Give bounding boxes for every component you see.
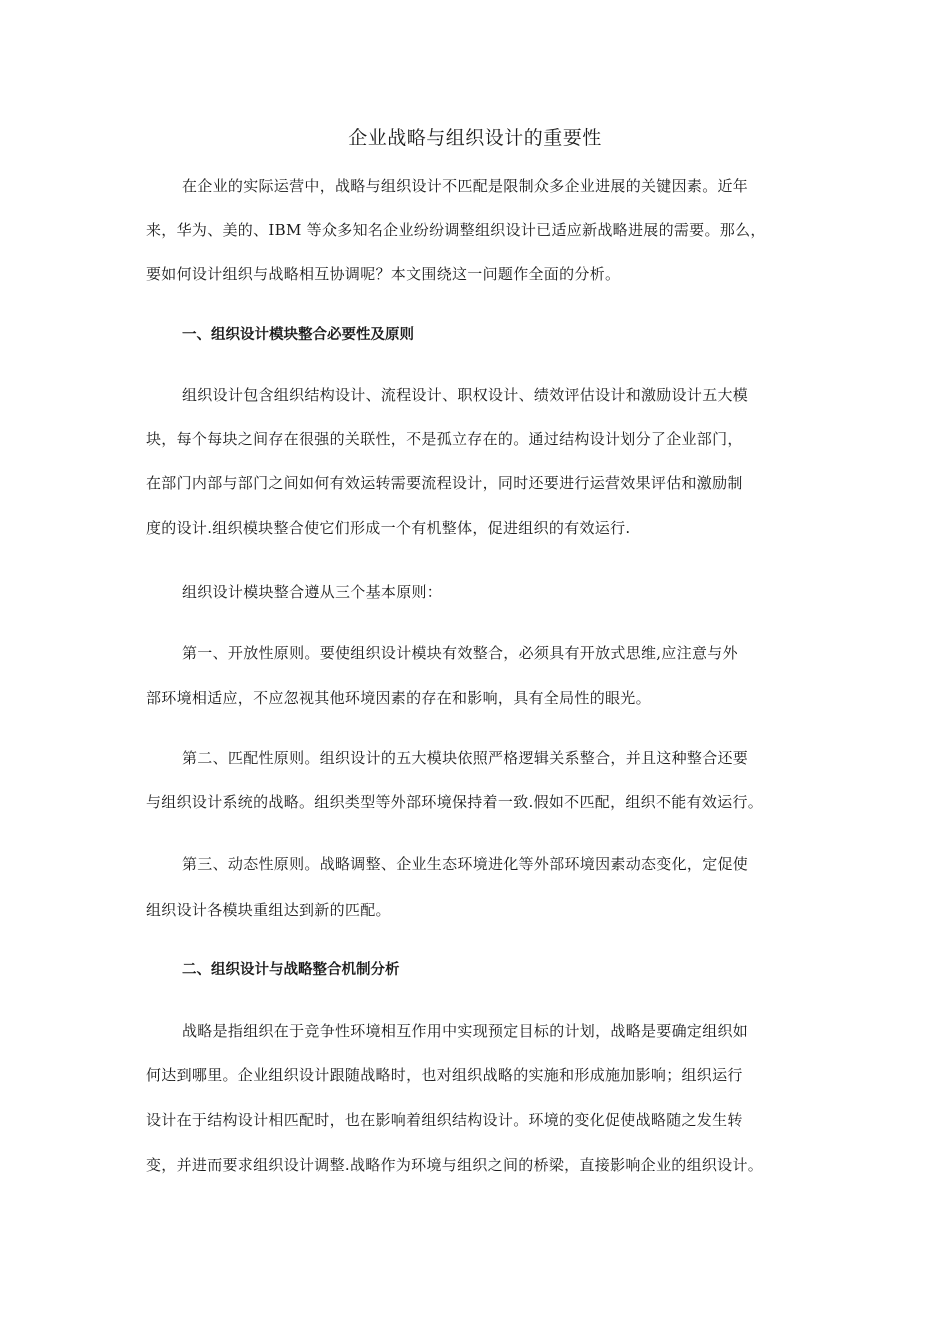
s2-p1-line-2: 何达到哪里。企业组织设计跟随战略时，也对组织战略的实施和形成施加影响；组织运行 <box>146 1066 743 1084</box>
s1-p1-line-4: 度的设计.组织模块整合使它们形成一个有机整体，促进组织的有效运行. <box>146 519 631 537</box>
s1-p3-line-1: 第一、开放性原则。要使组织设计模块有效整合，必须具有开放式思维,应注意与外 <box>182 644 738 662</box>
section2-heading: 二、组织设计与战略整合机制分析 <box>182 962 400 978</box>
s1-p5-line-1: 第三、动态性原则。战略调整、企业生态环境进化等外部环境因素动态变化，定促使 <box>182 855 749 873</box>
intro-line-2: 来，华为、美的、IBM 等众多知名企业纷纷调整组织设计已适应新战略进展的需要。那么， <box>146 221 766 239</box>
s1-p5-line-2: 组织设计各模块重组达到新的匹配。 <box>146 901 391 919</box>
intro-line-3: 要如何设计组织与战略相互协调呢？本文围绕这一问题作全面的分析。 <box>146 265 621 283</box>
s2-p1-line-1: 战略是指组织在于竞争性环境相互作用中实现预定目标的计划，战略是要确定组织如 <box>182 1022 749 1040</box>
s1-p1-line-3: 在部门内部与部门之间如何有效运转需要流程设计，同时还要进行运营效果评估和激励制 <box>146 474 743 492</box>
intro-line-1: 在企业的实际运营中，战略与组织设计不匹配是限制众多企业进展的关键因素。近年 <box>182 177 749 195</box>
s2-p1-line-4: 变，并进而要求组织设计调整.战略作为环境与组织之间的桥梁，直接影响企业的组织设计。 <box>146 1156 764 1174</box>
s1-p1-line-1: 组织设计包含组织结构设计、流程设计、职权设计、绩效评估设计和激励设计五大模 <box>182 386 749 404</box>
s1-p3-line-2: 部环境相适应，不应忽视其他环境因素的存在和影响，具有全局性的眼光。 <box>146 689 651 707</box>
s1-p2-line-1: 组织设计模块整合遵从三个基本原则： <box>182 583 443 601</box>
s1-p4-line-1: 第二、匹配性原则。组织设计的五大模块依照严格逻辑关系整合，并且这种整合还要 <box>182 749 749 767</box>
section1-heading: 一、组织设计模块整合必要性及原则 <box>182 327 414 343</box>
s2-p1-line-3: 设计在于结构设计相匹配时，也在影响着组织结构设计。环境的变化促使战略随之发生转 <box>146 1111 743 1129</box>
s1-p4-line-2: 与组织设计系统的战略。组织类型等外部环境保持着一致.假如不匹配，组织不能有效运行。 <box>146 793 764 811</box>
s1-p1-line-2: 块，每个每块之间存在很强的关联性，不是孤立存在的。通过结构设计划分了企业部门， <box>146 430 743 448</box>
document-title: 企业战略与组织设计的重要性 <box>348 127 602 149</box>
